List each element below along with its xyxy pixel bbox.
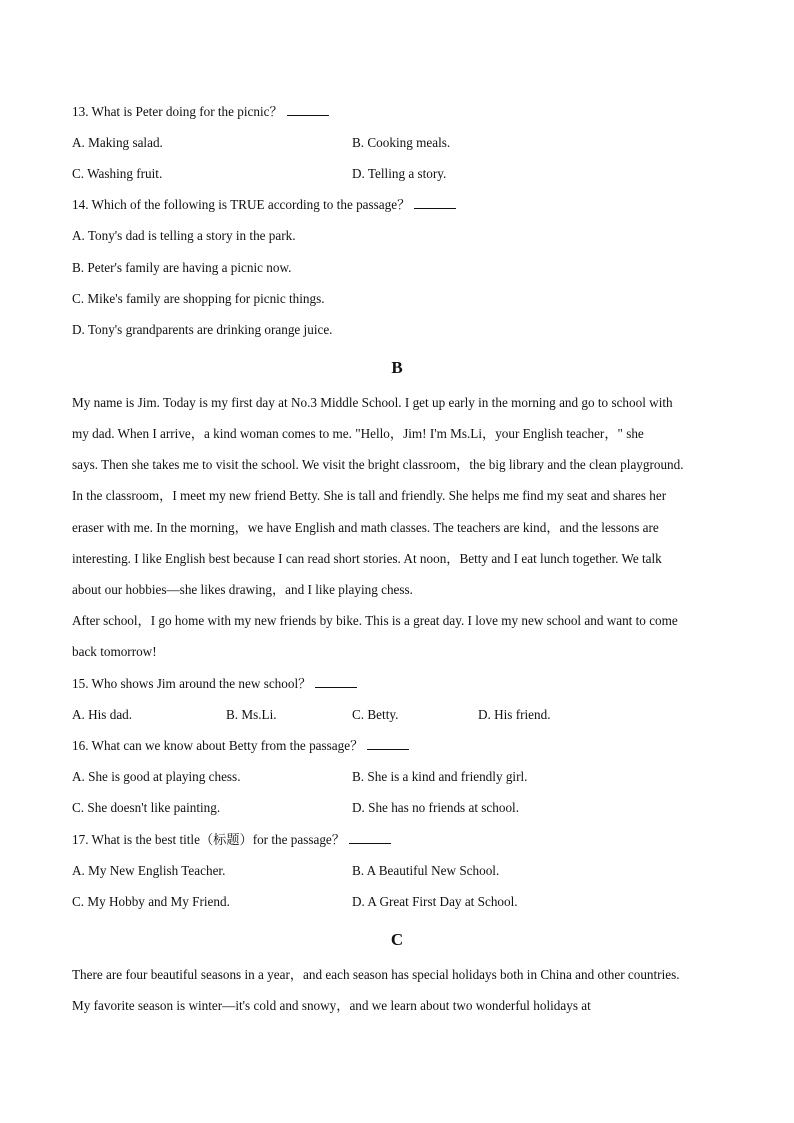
question-17-text: 17. What is the best title（标题）for the passage？ — [72, 832, 345, 847]
passage-b-line: back tomorrow! — [72, 644, 157, 659]
q16-option-c: C. She doesn't like painting. — [72, 800, 221, 815]
question-16-text: 16. What can we know about Betty from the passage？ — [72, 738, 364, 753]
q17-option-c: C. My Hobby and My Friend. — [72, 894, 230, 909]
question-15-text: 15. Who shows Jim around the new school？ — [72, 676, 312, 691]
answer-blank-17[interactable] — [349, 832, 391, 844]
answer-blank-14[interactable] — [414, 197, 456, 209]
passage-b-line: about our hobbies—she likes drawing，and I like playing chess. — [72, 582, 413, 597]
passage-b-line: In the classroom，I meet my new friend Betty. She is tall and friendly. She helps me find my seat and shares her — [72, 488, 667, 503]
passage-c-line: My favorite season is winter—it's cold and snowy，and we learn about two wonderful holidays at — [72, 998, 591, 1013]
q14-option-b: B. Peter's family are having a picnic now. — [72, 260, 292, 275]
q13-option-b: B. Cooking meals. — [352, 135, 451, 150]
question-15 — [72, 676, 357, 692]
answer-blank-13[interactable] — [287, 104, 329, 116]
q14-option-d: D. Tony's grandparents are drinking orange juice. — [72, 322, 333, 337]
question-16 — [72, 738, 409, 754]
passage-b-line: My name is Jim. Today is my first day at No.3 Middle School. I get up early in the morning and go to school with — [72, 395, 673, 410]
passage-b-line: says. Then she takes me to visit the school. We visit the bright classroom，the big library and the clean playground. — [72, 457, 684, 472]
question-13-text: 13. What is Peter doing for the picnic？ — [72, 104, 283, 119]
section-c-heading: C — [390, 930, 404, 949]
q17-option-b: B. A Beautiful New School. — [352, 863, 500, 878]
q15-option-a: A. His dad. — [72, 707, 133, 722]
q16-option-b: B. She is a kind and friendly girl. — [352, 769, 528, 784]
q16-option-d: D. She has no friends at school. — [352, 800, 520, 815]
question-14-text: 14. Which of the following is TRUE according to the passage？ — [72, 197, 411, 212]
passage-b-line: interesting. I like English best because I can read short stories. At noon，Betty and I eat lunch together. We talk — [72, 551, 662, 566]
question-14 — [72, 197, 456, 213]
passage-b-line: After school，I go home with my new friends by bike. This is a great day. I love my new school and want to come — [72, 613, 678, 628]
q17-option-d: D. A Great First Day at School. — [352, 894, 518, 909]
answer-blank-15[interactable] — [315, 676, 357, 688]
q13-option-a: A. Making salad. — [72, 135, 163, 150]
section-b-heading: B — [391, 358, 403, 377]
q13-option-c: C. Washing fruit. — [72, 166, 163, 181]
q17-option-a: A. My New English Teacher. — [72, 863, 226, 878]
passage-b-line: my dad. When I arrive，a kind woman comes to me. "Hello，Jim! I'm Ms.Li，your English teacher，" she — [72, 426, 644, 441]
q13-option-d: D. Telling a story. — [352, 166, 447, 181]
q15-option-c: C. Betty. — [352, 707, 399, 722]
q15-option-b: B. Ms.Li. — [226, 707, 277, 722]
answer-blank-16[interactable] — [367, 738, 409, 750]
q14-option-c: C. Mike's family are shopping for picnic things. — [72, 291, 325, 306]
question-13 — [72, 104, 329, 120]
passage-b-line: eraser with me. In the morning，we have English and math classes. The teachers are kind，and the lessons are — [72, 520, 659, 535]
q16-option-a: A. She is good at playing chess. — [72, 769, 241, 784]
q15-option-d: D. His friend. — [478, 707, 551, 722]
q14-option-a: A. Tony's dad is telling a story in the park. — [72, 228, 296, 243]
question-17 — [72, 832, 391, 848]
passage-c-line: There are four beautiful seasons in a year，and each season has special holidays both in China and other countries. — [72, 967, 680, 982]
